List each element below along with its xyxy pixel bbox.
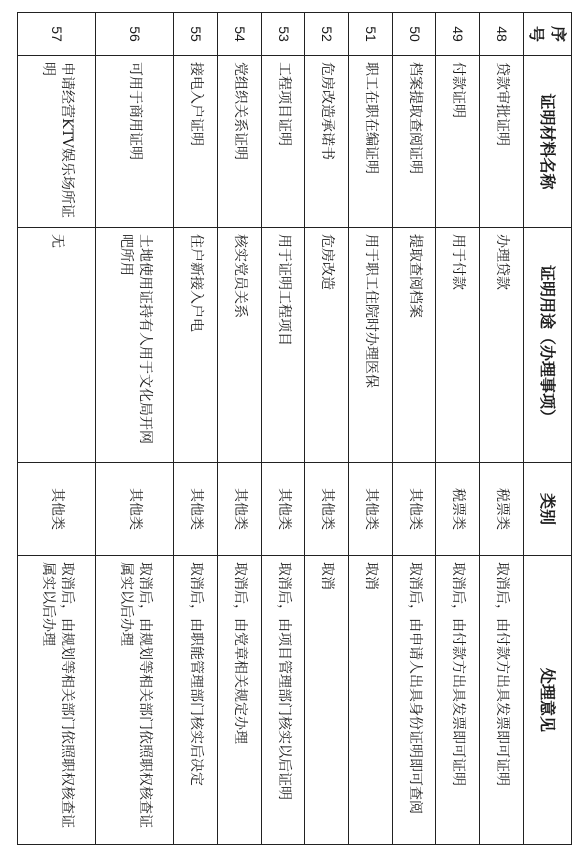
opinion: 取消后，由职能管理部门核实后决定: [174, 556, 218, 845]
material-name: 贷款审批证明: [480, 56, 524, 228]
material-name: 接电入户证明: [174, 56, 218, 228]
row-number: 50: [392, 13, 436, 56]
opinion: 取消后，由规划等相关部门依照职权核查证属实以后办理: [18, 556, 96, 845]
material-name: 档案提取查阅证明: [392, 56, 436, 228]
material-name: 职工在职在编证明: [349, 56, 393, 228]
usage: 用于职工住院时办理医保: [349, 228, 393, 463]
usage: 住户新接入户电: [174, 228, 218, 463]
usage: 土地使用证持有人用于文化局开网吧所用: [96, 228, 174, 463]
material-name: 危房改造承诺书: [305, 56, 349, 228]
material-name: 工程项目证明: [261, 56, 305, 228]
row-number: 57: [18, 13, 96, 56]
material-name: 可用于商用证明: [96, 56, 174, 228]
category: 其他类: [96, 463, 174, 556]
table-row: [96, 13, 174, 845]
opinion: 取消: [305, 556, 349, 845]
table-row: [305, 13, 349, 845]
category: 其他类: [392, 463, 436, 556]
category: 其他类: [305, 463, 349, 556]
row-number: 56: [96, 13, 174, 56]
table-row: [349, 13, 393, 845]
material-name: 党组织关系证明: [218, 56, 262, 228]
row-number: 48: [480, 13, 524, 56]
opinion: 取消: [349, 556, 393, 845]
category: 其他类: [261, 463, 305, 556]
material-name: 申请经营KTV娱乐场所证明: [18, 56, 96, 228]
certificate-table: [17, 12, 572, 845]
opinion: 取消后，由付款方出具发票即可证明: [436, 556, 480, 845]
table-body: [18, 13, 524, 845]
row-number: 49: [436, 13, 480, 56]
opinion: 取消后，由党章相关规定办理: [218, 556, 262, 845]
table-row: [480, 13, 524, 845]
row-number: 51: [349, 13, 393, 56]
category: 税票类: [480, 463, 524, 556]
material-name: 付款证明: [436, 56, 480, 228]
category: 其他类: [349, 463, 393, 556]
usage: 核实党员关系: [218, 228, 262, 463]
opinion: 取消后，由项目管理部门核实以后证明: [261, 556, 305, 845]
header-category: 类别: [523, 463, 571, 556]
opinion: 取消后，由申请人出具身份证明即可查阅: [392, 556, 436, 845]
category: 其他类: [218, 463, 262, 556]
usage: 用于付款: [436, 228, 480, 463]
table-row: [218, 13, 262, 845]
usage: 用于证明工程项目: [261, 228, 305, 463]
table-row: [436, 13, 480, 845]
header-use: 证明用途（办理事项）: [523, 228, 571, 463]
header-name: 证明材料名称: [523, 56, 571, 228]
opinion: 取消后，由付款方出具发票即可证明: [480, 556, 524, 845]
usage: 办理贷款: [480, 228, 524, 463]
opinion: 取消后，由规划等相关部门依照职权核查证属实以后办理: [96, 556, 174, 845]
category: 其他类: [18, 463, 96, 556]
header-opinion: 处理意见: [523, 556, 571, 845]
table-row: [18, 13, 96, 845]
table-row: [392, 13, 436, 845]
category: 其他类: [174, 463, 218, 556]
row-number: 54: [218, 13, 262, 56]
row-number: 53: [261, 13, 305, 56]
table-row: [174, 13, 218, 845]
header-row: [523, 13, 571, 845]
usage: 提取查阅档案: [392, 228, 436, 463]
usage: 危房改造: [305, 228, 349, 463]
category: 税票类: [436, 463, 480, 556]
row-number: 55: [174, 13, 218, 56]
header-num: 序号: [523, 13, 571, 56]
row-number: 52: [305, 13, 349, 56]
usage: 无: [18, 228, 96, 463]
table-row: [261, 13, 305, 845]
